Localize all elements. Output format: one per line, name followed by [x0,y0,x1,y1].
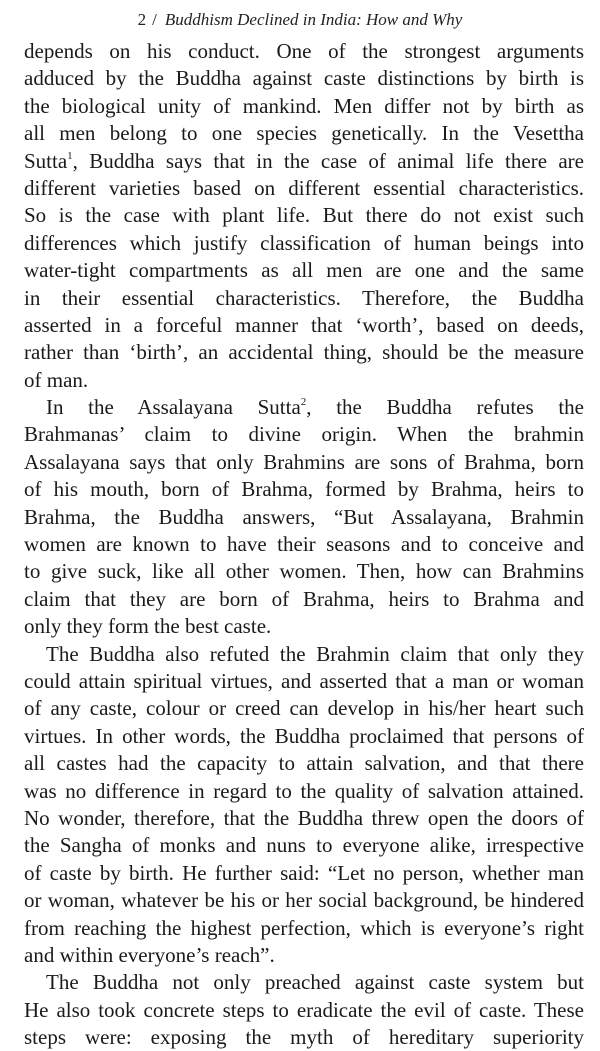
text-line: the Sangha of monks and nuns to everyone alike, irrespective [24,833,584,858]
text-fragment: , Buddha says that in the case of animal life there are [72,148,584,173]
footnote-ref-1: 1 [67,149,73,162]
text-line: depends on his conduct. One of the strongest arguments [24,39,584,63]
text-line: could attain spiritual virtues, and asserted that a man or woman [24,668,584,693]
footnote-ref-2: 2 [300,396,307,409]
book-title: Buddhism Declined in India: How and Why [164,10,463,29]
paragraph-1 [24,38,584,394]
text-line: different varieties based on different essential characteristics. [24,175,584,200]
text-line: Brahmanas’ claim to divine origin. When the brahmin [24,422,584,447]
text-line: The Buddha not only preached against caste system but [46,970,584,995]
text-line: virtues. In other words, the Buddha proclaimed that persons of [24,723,584,748]
text-line: all men belong to one species genetically. In the Vesettha [24,121,584,146]
text-line: Brahma, the Buddha answers, “But Assalayana, Brahmin [24,504,584,529]
paragraph-2 [24,394,584,641]
text-line: Assalayana says that only Brahmins are sons of Brahma, born [24,449,584,474]
text-line: steps were: exposing the myth of hereditary superiority [24,1025,584,1050]
text-line: from reaching the highest perfection, which is everyone’s right [24,915,584,940]
body-text [24,38,584,1051]
text-line: He also took concrete steps to eradicate the evil of caste. These [24,997,584,1022]
text-line: differences which justify classification of human beings into [24,230,584,255]
text-line: of any caste, colour or creed can develop in his/her heart such [24,696,584,721]
text-line [24,148,584,175]
text-line: So is the case with plant life. But there do not exist such [24,203,584,228]
text-line: or woman, whatever be his or her social background, be hindered [24,888,584,913]
text-line: only they form the best caste. [24,614,272,639]
text-line: was no difference in regard to the quality of salvation attained. [24,778,584,803]
header-separator: / [152,10,157,29]
page-number: 2 [137,10,147,29]
text-fragment: In the Assalayana Sutta [46,395,301,420]
text-line: water-tight compartments as all men are one and the same [24,258,584,283]
paragraph-3 [24,641,584,970]
text-line: all castes had the capacity to attain salvation, and that there [24,751,584,776]
text-line: No wonder, therefore, that the Buddha threw open the doors of [24,805,584,830]
text-line: of man. [24,367,89,392]
text-line: of his mouth, born of Brahma, formed by Brahma, heirs to [24,477,584,502]
text-fragment: Sutta [24,148,68,173]
text-line: adduced by the Buddha against caste distinctions by birth is [24,66,584,91]
running-header [0,10,600,30]
text-line: women are known to have their seasons and to conceive and [24,532,584,557]
text-line: and within everyone’s reach”. [24,942,275,967]
text-line: asserted in a forceful manner that ‘worth’, based on deeds, [24,312,584,337]
text-fragment: , the Buddha refutes the [306,395,584,420]
paragraph-4 [24,969,584,1051]
text-line: The Buddha also refuted the Brahmin claim that only they [46,641,584,666]
text-line: in their essential characteristics. Therefore, the Buddha [24,285,584,310]
text-line: of caste by birth. He further said: “Let no person, whether man [24,860,584,885]
text-line: rather than ‘birth’, an accidental thing, should be the measure [24,340,584,365]
text-line: the biological unity of mankind. Men differ not by birth as [24,93,584,118]
text-line [24,394,584,421]
text-line: to give suck, like all other women. Then, how can Brahmins [24,559,584,584]
text-line: claim that they are born of Brahma, heirs to Brahma and [24,586,584,611]
